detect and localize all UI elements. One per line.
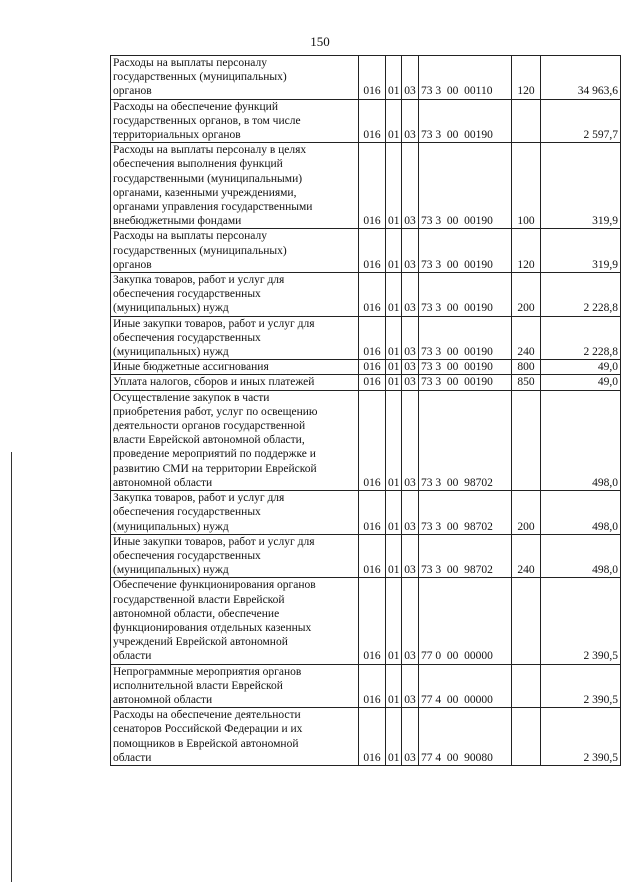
- admin-code: 016: [359, 708, 386, 766]
- table-row: [111, 390, 621, 490]
- section-code: 01: [386, 534, 402, 578]
- expense-type-code: 100: [512, 143, 541, 229]
- admin-code: 016: [359, 316, 386, 360]
- expense-type-code: [512, 390, 541, 490]
- row-name: Непрограммные мероприятия органов исполнительной власти Еврейской автономной области: [111, 664, 359, 708]
- expense-type-code: 240: [512, 534, 541, 578]
- admin-code: 016: [359, 578, 386, 664]
- admin-code: 016: [359, 143, 386, 229]
- amount: 2 228,8: [541, 316, 621, 360]
- expense-type-code: 800: [512, 360, 541, 375]
- target-article-code: 73 3 00 00190: [419, 273, 512, 317]
- admin-code: 016: [359, 534, 386, 578]
- amount: 2 390,5: [541, 578, 621, 664]
- amount: 49,0: [541, 375, 621, 390]
- subsection-code: 03: [402, 143, 419, 229]
- subsection-code: 03: [402, 664, 419, 708]
- table-row: [111, 534, 621, 578]
- expense-type-code: 850: [512, 375, 541, 390]
- amount: 49,0: [541, 360, 621, 375]
- table-row: [111, 491, 621, 535]
- amount: 498,0: [541, 491, 621, 535]
- expense-type-code: 120: [512, 229, 541, 273]
- table-row: [111, 99, 621, 143]
- subsection-code: 03: [402, 99, 419, 143]
- table-row: [111, 375, 621, 390]
- table-row: [111, 664, 621, 708]
- target-article-code: 73 3 00 98702: [419, 390, 512, 490]
- amount: 2 228,8: [541, 273, 621, 317]
- row-name: Расходы на выплаты персоналу в целях обеспечения выполнения функций государственными (муниципальными) органами, казенными учреждениями, органами управления государственными внебюджетными фондами: [111, 143, 359, 229]
- row-name: Расходы на обеспечение деятельности сенаторов Российской Федерации и их помощников в Еврейской автономной области: [111, 708, 359, 766]
- expense-type-code: 240: [512, 316, 541, 360]
- budget-table: [110, 55, 621, 766]
- section-code: 01: [386, 360, 402, 375]
- row-name: Расходы на выплаты персоналу государственных (муниципальных) органов: [111, 229, 359, 273]
- target-article-code: 73 3 00 00110: [419, 56, 512, 100]
- target-article-code: 73 3 00 00190: [419, 316, 512, 360]
- admin-code: 016: [359, 229, 386, 273]
- row-name: Закупка товаров, работ и услуг для обеспечения государственных (муниципальных) нужд: [111, 491, 359, 535]
- subsection-code: 03: [402, 360, 419, 375]
- admin-code: 016: [359, 360, 386, 375]
- admin-code: 016: [359, 273, 386, 317]
- amount: 498,0: [541, 534, 621, 578]
- subsection-code: 03: [402, 578, 419, 664]
- admin-code: 016: [359, 56, 386, 100]
- section-code: 01: [386, 56, 402, 100]
- section-code: 01: [386, 491, 402, 535]
- expense-type-code: [512, 708, 541, 766]
- row-name: Иные закупки товаров, работ и услуг для обеспечения государственных (муниципальных) нужд: [111, 534, 359, 578]
- target-article-code: 73 3 00 00190: [419, 375, 512, 390]
- amount: 498,0: [541, 390, 621, 490]
- budget-table-body: [111, 56, 621, 766]
- subsection-code: 03: [402, 534, 419, 578]
- subsection-code: 03: [402, 491, 419, 535]
- target-article-code: 73 3 00 98702: [419, 491, 512, 535]
- section-code: 01: [386, 578, 402, 664]
- amount: 34 963,6: [541, 56, 621, 100]
- table-row: [111, 578, 621, 664]
- section-code: 01: [386, 316, 402, 360]
- amount: 2 390,5: [541, 708, 621, 766]
- row-name: Иные закупки товаров, работ и услуг для обеспечения государственных (муниципальных) нужд: [111, 316, 359, 360]
- admin-code: 016: [359, 375, 386, 390]
- section-code: 01: [386, 229, 402, 273]
- table-row: [111, 143, 621, 229]
- target-article-code: 73 3 00 00190: [419, 99, 512, 143]
- admin-code: 016: [359, 491, 386, 535]
- table-row: [111, 360, 621, 375]
- subsection-code: 03: [402, 229, 419, 273]
- expense-type-code: [512, 664, 541, 708]
- admin-code: 016: [359, 390, 386, 490]
- section-code: 01: [386, 273, 402, 317]
- row-name: Расходы на обеспечение функций государственных органов, в том числе территориальных органов: [111, 99, 359, 143]
- target-article-code: 77 4 00 00000: [419, 664, 512, 708]
- target-article-code: 73 3 00 00190: [419, 143, 512, 229]
- section-code: 01: [386, 143, 402, 229]
- target-article-code: 77 4 00 90080: [419, 708, 512, 766]
- subsection-code: 03: [402, 708, 419, 766]
- admin-code: 016: [359, 99, 386, 143]
- subsection-code: 03: [402, 375, 419, 390]
- expense-type-code: 200: [512, 273, 541, 317]
- row-name: Расходы на выплаты персоналу государственных (муниципальных) органов: [111, 56, 359, 100]
- row-name: Иные бюджетные ассигнования: [111, 360, 359, 375]
- row-name: Закупка товаров, работ и услуг для обеспечения государственных (муниципальных) нужд: [111, 273, 359, 317]
- subsection-code: 03: [402, 316, 419, 360]
- margin-rule: [11, 452, 12, 882]
- table-row: [111, 273, 621, 317]
- table-row: [111, 708, 621, 766]
- target-article-code: 73 3 00 00190: [419, 229, 512, 273]
- section-code: 01: [386, 390, 402, 490]
- target-article-code: 73 3 00 00190: [419, 360, 512, 375]
- expense-type-code: 200: [512, 491, 541, 535]
- subsection-code: 03: [402, 56, 419, 100]
- section-code: 01: [386, 664, 402, 708]
- section-code: 01: [386, 99, 402, 143]
- subsection-code: 03: [402, 273, 419, 317]
- amount: 2 597,7: [541, 99, 621, 143]
- subsection-code: 03: [402, 390, 419, 490]
- row-name: Осуществление закупок в части приобретения работ, услуг по освещению деятельности органов государственной власти Еврейской автономной области, проведение мероприятий по поддержке и развитию СМИ на территории Еврейской автономной области: [111, 390, 359, 490]
- target-article-code: 73 3 00 98702: [419, 534, 512, 578]
- section-code: 01: [386, 708, 402, 766]
- expense-type-code: [512, 578, 541, 664]
- amount: 319,9: [541, 143, 621, 229]
- page-number: 150: [310, 34, 330, 49]
- target-article-code: 77 0 00 00000: [419, 578, 512, 664]
- row-name: Обеспечение функционирования органов государственной власти Еврейской автономной области, обеспечение функционирования отдельных казенных учреждений Еврейской автономной области: [111, 578, 359, 664]
- table-row: [111, 316, 621, 360]
- expense-type-code: 120: [512, 56, 541, 100]
- table-row: [111, 229, 621, 273]
- section-code: 01: [386, 375, 402, 390]
- admin-code: 016: [359, 664, 386, 708]
- amount: 319,9: [541, 229, 621, 273]
- amount: 2 390,5: [541, 664, 621, 708]
- table-row: [111, 56, 621, 100]
- expense-type-code: [512, 99, 541, 143]
- row-name: Уплата налогов, сборов и иных платежей: [111, 375, 359, 390]
